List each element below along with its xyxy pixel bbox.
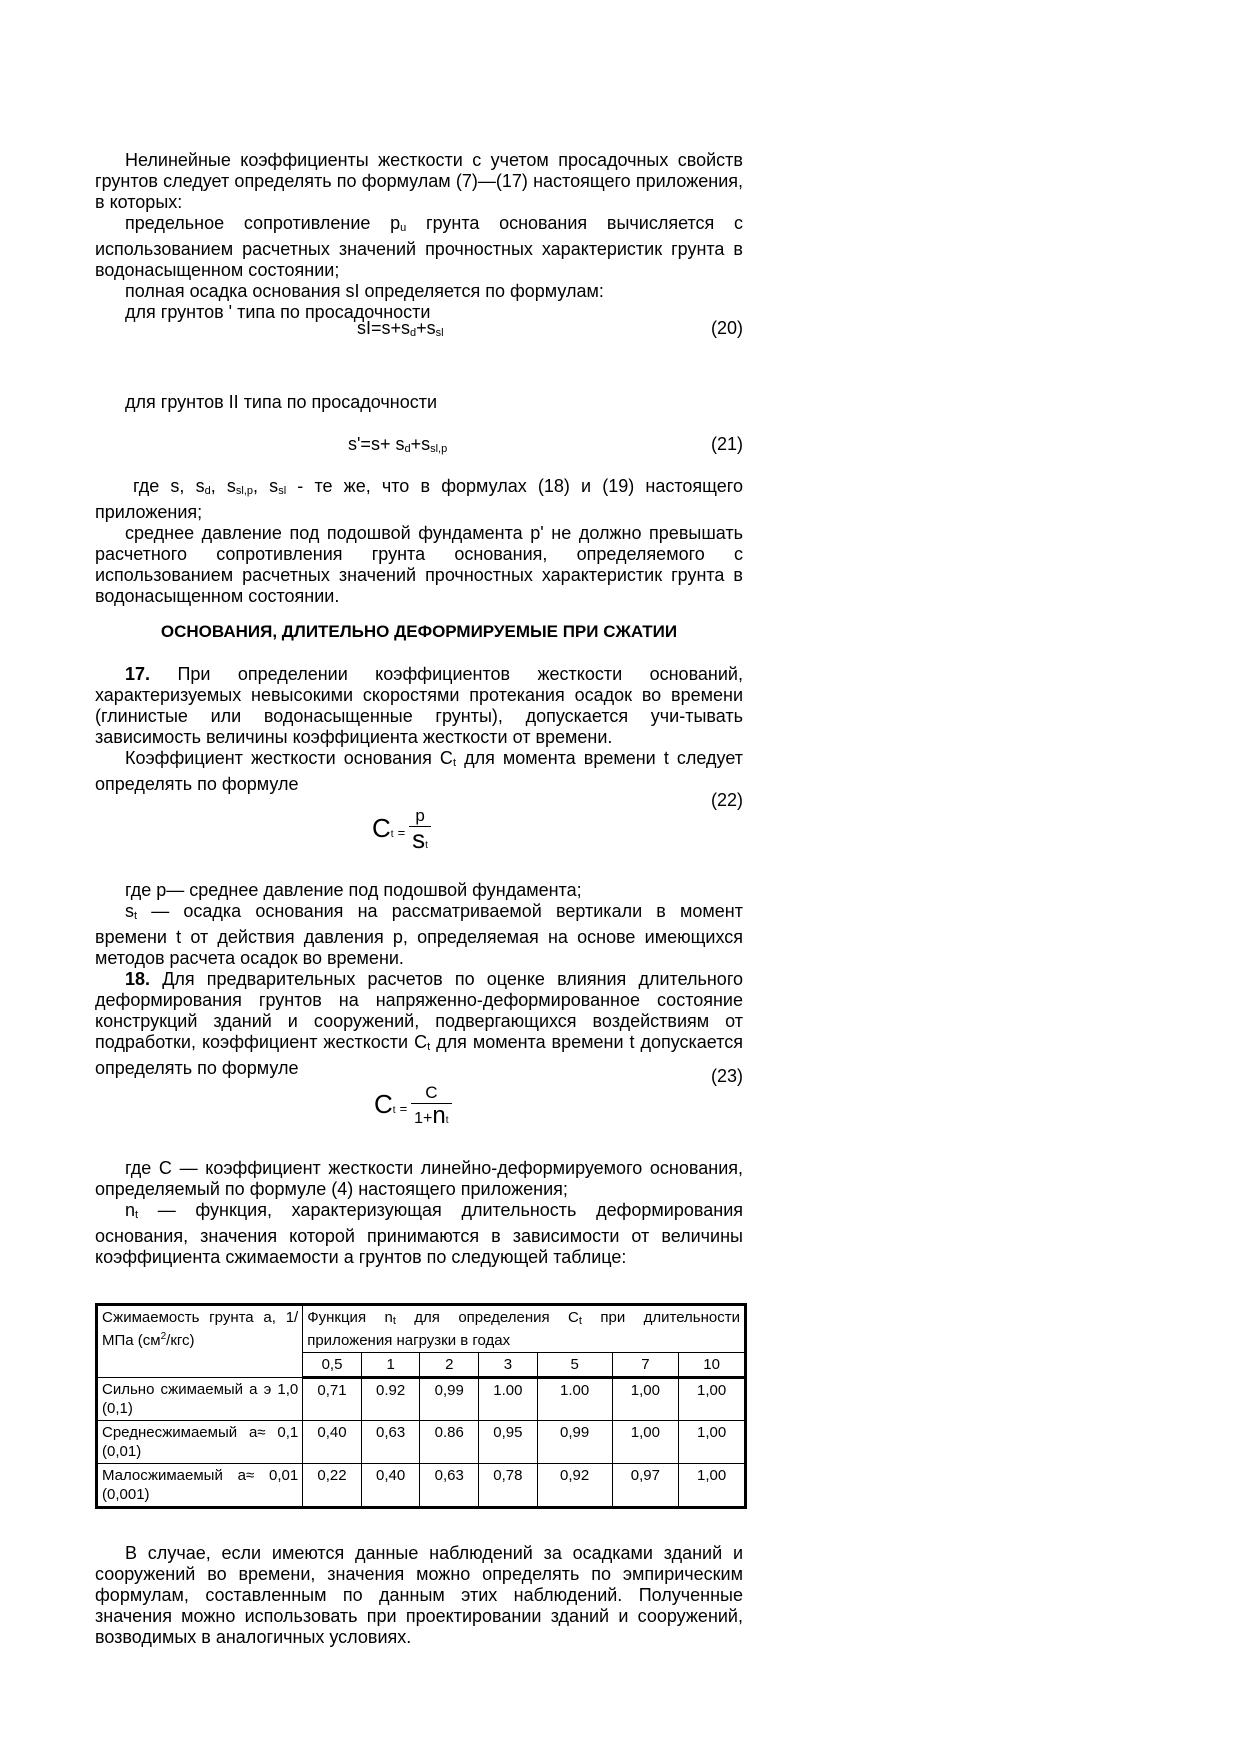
paragraph-where-p: где p— среднее давление под подошвой фундамента;	[125, 880, 582, 900]
formula-22: Ct = $\frac{p}{st}$	[372, 806, 431, 858]
formula-20: sI=s+sd+ssl (20)	[357, 318, 743, 339]
table-cell: 0.86	[420, 1421, 479, 1464]
table-header-function: Функция nt для определения Ct при длительности приложения нагрузки в годах	[303, 1305, 746, 1353]
paragraph-17: 17. При определении коэффициентов жесткости оснований, характеризуемых невысокими скоростями протекания осадок во времени (глинистые или водонасыщенные грунты), допускается учи-тывать зависимость величины коэффициента жесткости от времени.	[95, 664, 743, 747]
table-row-label: Сильно сжимаемый a э 1,0 (0,1)	[97, 1378, 303, 1421]
paragraph-18: 18. Для предварительных расчетов по оценке влияния длительного деформирования грунтов на напряженно-деформированное состояние конструкций зданий и сооружений, подвергающихся воздействиям от подработки, коэффициент жесткости Ct для момента времени t допускается определять по формуле	[95, 969, 743, 1078]
table-row-label: Малосжимаемый a≈ 0,01 (0,001)	[97, 1464, 303, 1508]
table-cell: 0,71	[303, 1378, 362, 1421]
table-cell: 0,78	[479, 1464, 538, 1508]
paragraph-total-settlement: полная осадка основания sI определяется по формулам:	[125, 281, 604, 301]
table-cell: 0.92	[361, 1378, 420, 1421]
paragraph-nonlinear: Нелинейные коэффициенты жесткости с учетом просадочных свойств грунтов следует определять по формулам (7)—(17) настоящего приложения, в которых:	[95, 150, 743, 212]
table-cell: 0,40	[361, 1464, 420, 1508]
table-cell: 0,99	[420, 1378, 479, 1421]
text-block-2	[95, 392, 743, 413]
paragraph-where-c: где C — коэффициент жесткости линейно-деформируемого основания, определяемый по формуле (4) настоящего приложения;	[95, 1158, 743, 1199]
table-cell: 0,40	[303, 1421, 362, 1464]
formula-22-number: (22)	[710, 790, 743, 810]
table-cell: 1.00	[479, 1378, 538, 1421]
table-cell: 0,63	[361, 1421, 420, 1464]
text-block-7	[95, 1543, 743, 1648]
table-cell: 0,99	[537, 1421, 612, 1464]
paragraph-mean-pressure: среднее давление под подошвой фундамента p' не должно превышать расчетного сопротивления грунта основания, определяемого с использованием расчетных значений прочностных характеристик грунта в водонасыщенном состоянии.	[95, 523, 743, 606]
formula-number-20: (20)	[710, 318, 743, 338]
paragraph-coefficient-ct: Коэффициент жесткости основания Ct для момента времени t следует определять по формуле	[95, 748, 743, 794]
table-cell: 0,97	[612, 1464, 679, 1508]
table-row	[97, 1378, 746, 1421]
table-row	[97, 1464, 746, 1508]
paragraph-type1: для грунтов ' типа по просадочности	[125, 302, 431, 322]
table-year: 2	[420, 1353, 479, 1378]
table-year: 5	[537, 1353, 612, 1378]
table-cell: 1.00	[537, 1378, 612, 1421]
text-block-4	[95, 664, 743, 795]
table-year: 0,5	[303, 1353, 362, 1378]
paragraph-type2: для грунтов II типа по просадочности	[125, 392, 438, 412]
table-cell: 0,63	[420, 1464, 479, 1508]
paragraph-where-s: где s, sd, ssl,p, ssl - те же, что в формулах (18) и (19) настоящего приложения;	[95, 476, 743, 522]
paragraph-where-st: st — осадка основания на рассматриваемой вертикали в момент времени t от действия давления p, определяемая на основе имеющихся методов расчета осадок во времени.	[95, 901, 743, 968]
section-heading: ОСНОВАНИЯ, ДЛИТЕЛЬНО ДЕФОРМИРУЕМЫЕ ПРИ СЖАТИИ	[160, 622, 678, 641]
formula-23: Ct = $\frac{C}{1+nt}$	[374, 1083, 452, 1133]
formula-21: s'=s+ sd+ssl,p (21)	[348, 434, 743, 455]
paragraph-limit-resistance: предельное сопротивление pu грунта основания вычисляется с использованием расчетных значений прочностных характеристик грунта в водонасыщенном состоянии;	[95, 213, 743, 280]
table-row	[97, 1421, 746, 1464]
table-year: 1	[361, 1353, 420, 1378]
text-block-6	[95, 1158, 743, 1268]
text-block-5	[95, 880, 743, 1079]
text-block-1	[95, 150, 743, 323]
formula-number-21: (21)	[710, 434, 743, 454]
table-cell: 0,95	[479, 1421, 538, 1464]
table-cell: 1,00	[612, 1421, 679, 1464]
table-year: 3	[479, 1353, 538, 1378]
text-block-3	[95, 476, 743, 607]
table-year: 10	[679, 1353, 746, 1378]
paragraph-where-nt: nt — функция, характеризующая длительность деформирования основания, значения которой принимаются в зависимости от величины коэффициента сжимаемости a грунтов по следующей таблице:	[95, 1200, 743, 1267]
table-row-label: Среднесжимаемый a≈ 0,1 (0,01)	[97, 1421, 303, 1464]
table-header-row	[97, 1305, 746, 1353]
table-cell: 1,00	[612, 1378, 679, 1421]
table-cell: 1,00	[679, 1464, 746, 1508]
table-cell: 1,00	[679, 1421, 746, 1464]
table-header-compressibility: Сжимаемость грунта a, 1/МПа $(см^2/кгс)$	[97, 1305, 303, 1378]
table-cell: 0,22	[303, 1464, 362, 1508]
table-cell: 0,92	[537, 1464, 612, 1508]
paragraph-empirical: В случае, если имеются данные наблюдений за осадками зданий и сооружений во времени, значения можно определять по эмпирическим формулам, составленным по данным этих наблюдений. Полученные значения можно использовать при проектировании зданий и сооружений, возводимых в аналогичных условиях.	[95, 1543, 743, 1647]
table-year: 7	[612, 1353, 679, 1378]
table-cell: 1,00	[679, 1378, 746, 1421]
formula-23-number: (23)	[710, 1066, 743, 1086]
compressibility-table	[95, 1303, 747, 1509]
